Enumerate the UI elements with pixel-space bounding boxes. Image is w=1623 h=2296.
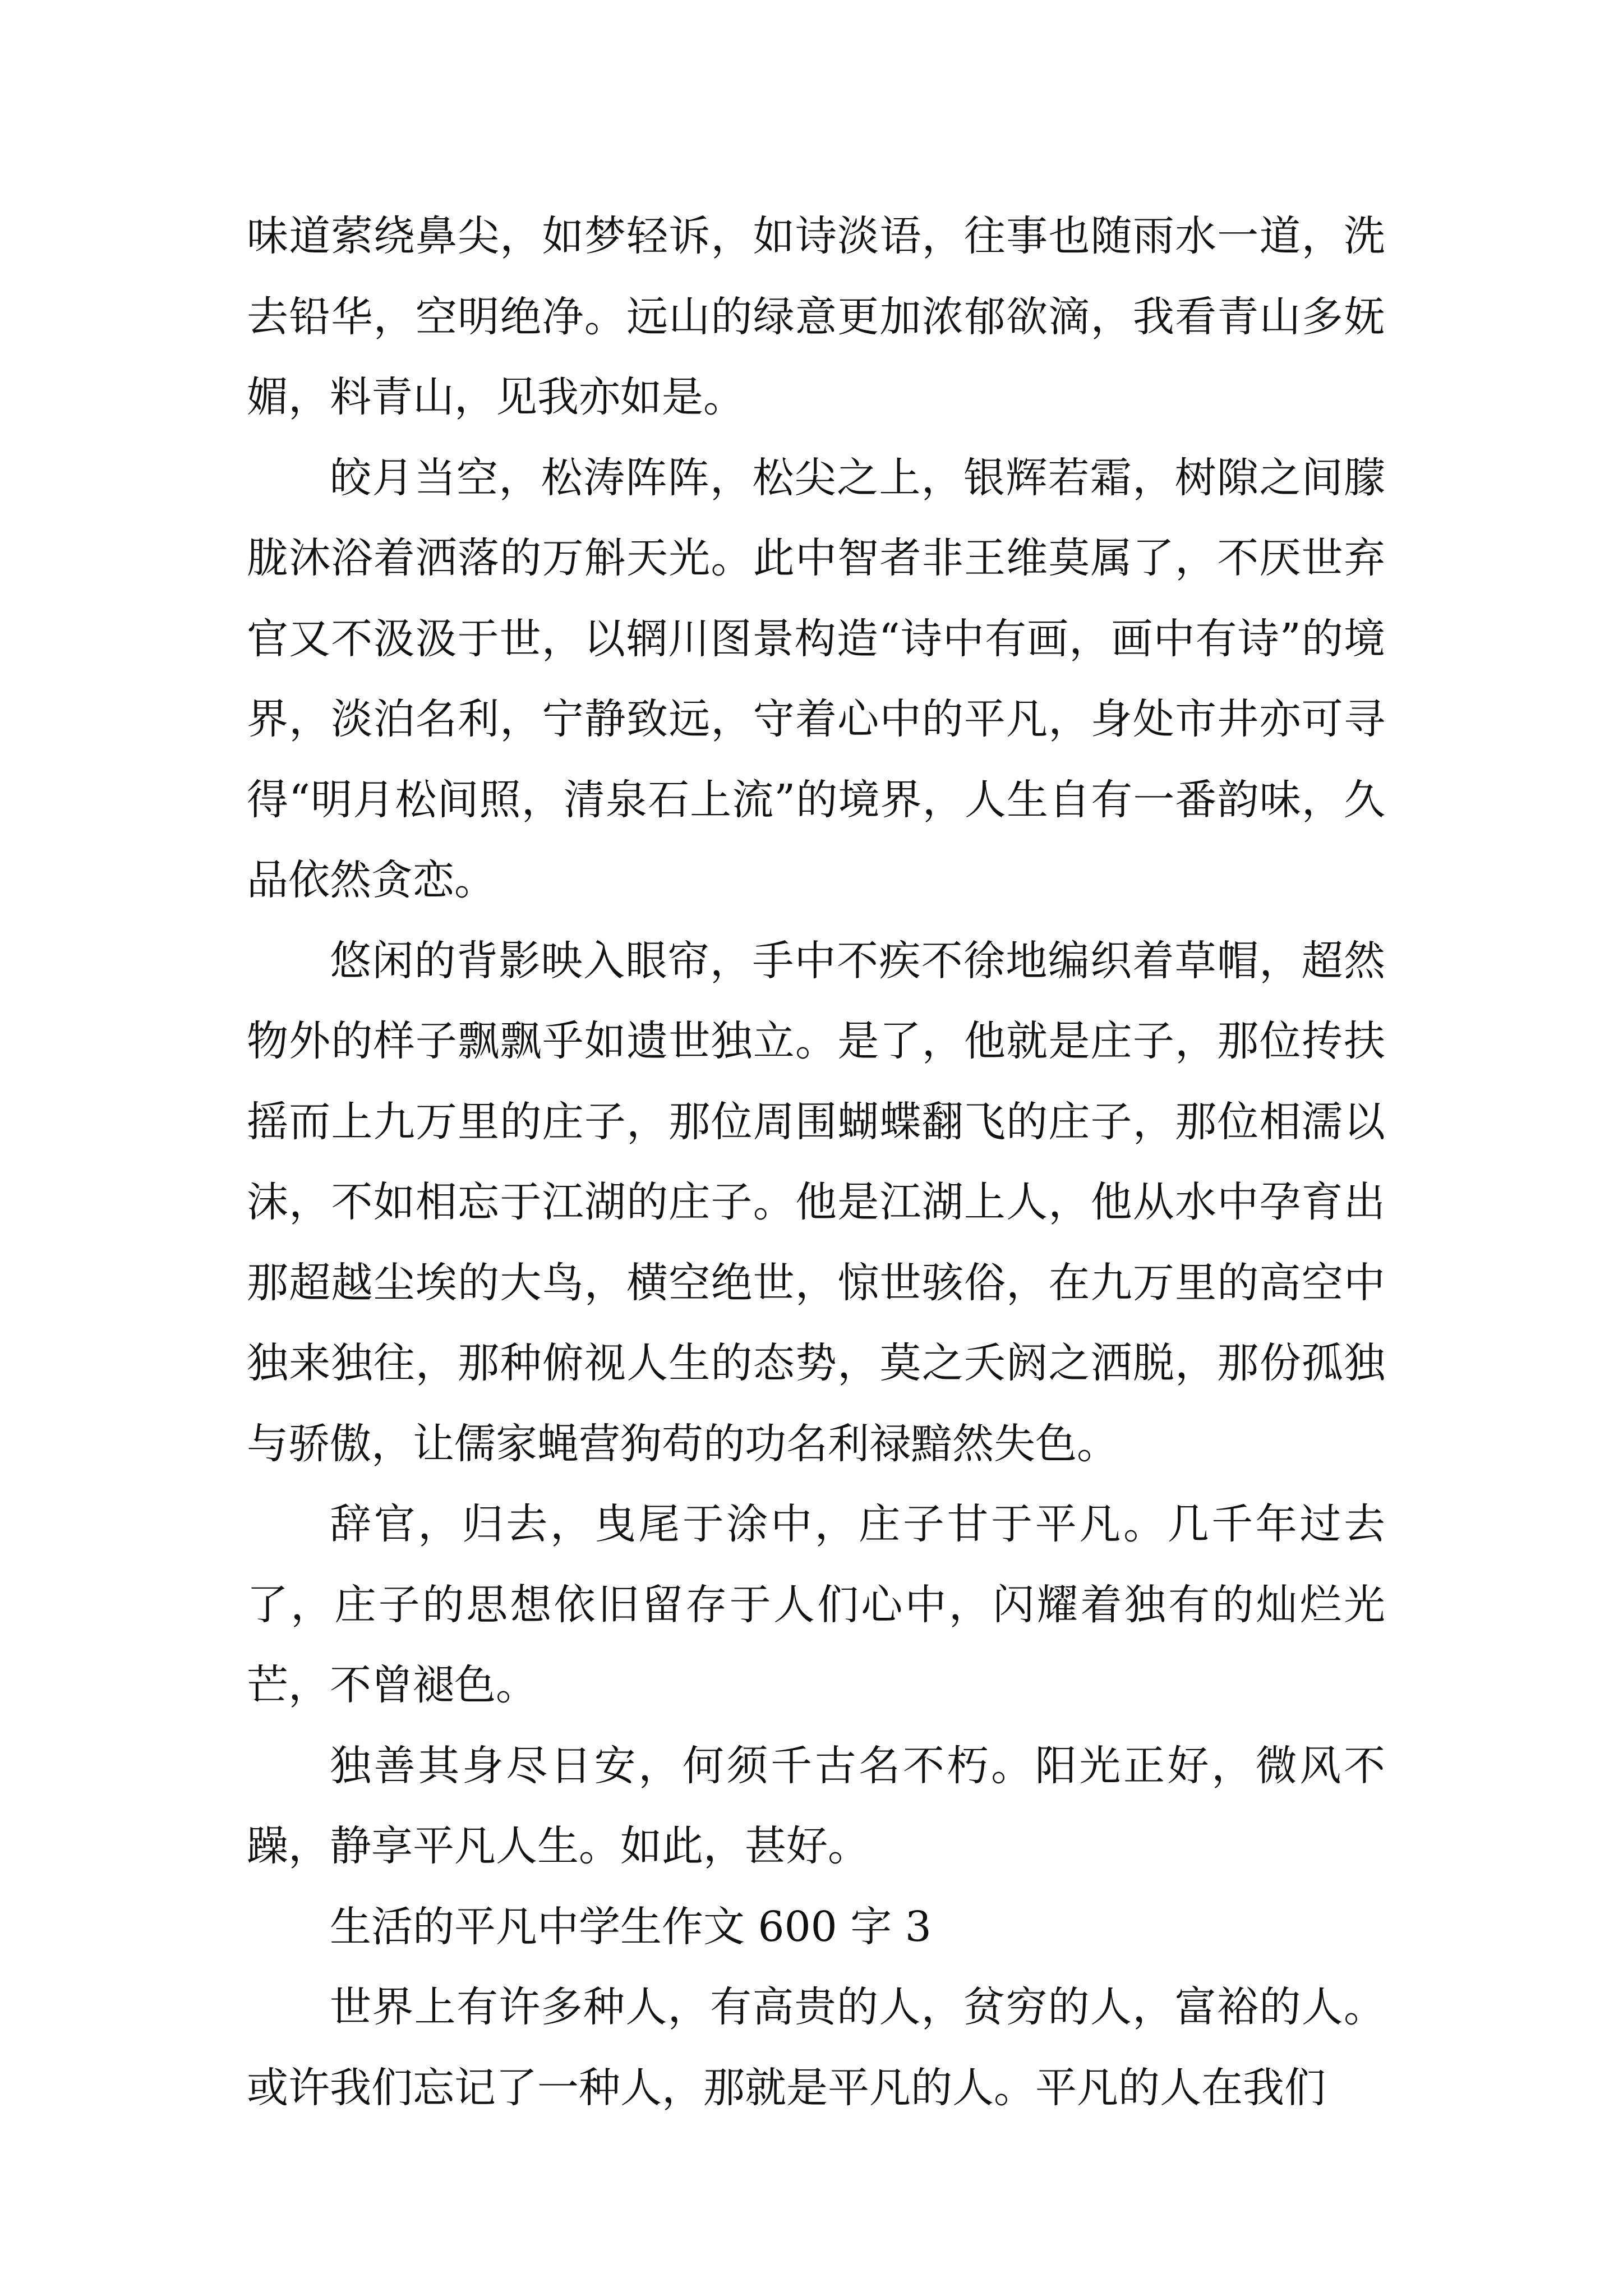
paragraph-5: 独善其身尽日安，何须千古名不朽。阳光正好，微风不躁，静享平凡人生。如此，甚好。 xyxy=(247,1741,1385,1870)
paragraph-4: 辞官，归去，曳尾于涂中，庄子甘于平凡。几千年过去了，庄子的思想依旧留存于人们心中，闪耀着独有的灿烂光芒，不曾褪色。 xyxy=(247,1500,1385,1709)
paragraph-1: 味道萦绕鼻尖，如梦轻诉，如诗淡语，往事也随雨水一道，洗去铅华，空明绝净。远山的绿意更加浓郁欲滴，我看青山多妩媚，料青山，见我亦如是。 xyxy=(247,212,1385,421)
section-heading: 生活的平凡中学生作文 600 字 3 xyxy=(330,1902,932,1951)
document-body xyxy=(247,196,1385,2128)
paragraph-2: 皎月当空，松涛阵阵，松尖之上，银辉若霜，树隙之间朦胧沐浴着洒落的万斛天光。此中智者非王维莫属了，不厌世弃官又不汲汲于世，以辋川图景构造“诗中有画，画中有诗”的境界，淡泊名利，宁静致远，守着心中的平凡，身处市井亦可寻得“明月松间照，清泉石上流”的境界，人生自有一番韵味，久品依然贪恋。 xyxy=(247,453,1385,904)
paragraph-3: 悠闲的背影映入眼帘，手中不疾不徐地编织着草帽，超然物外的样子飘飘乎如遗世独立。是了，他就是庄子，那位抟扶摇而上九万里的庄子，那位周围蝴蝶翻飞的庄子，那位相濡以沫，不如相忘于江湖的庄子。他是江湖上人，他从水中孕育出那超越尘埃的大鸟，横空绝世，惊世骇俗，在九万里的高空中独来独往，那种俯视人生的态势，莫之夭阏之洒脱，那份孤独与骄傲，让儒家蝇营狗苟的功名利禄黯然失色。 xyxy=(247,936,1385,1468)
paragraph-6: 世界上有许多种人，有高贵的人，贫穷的人，富裕的人。或许我们忘记了一种人，那就是平凡的人。平凡的人在我们 xyxy=(247,1983,1385,2112)
